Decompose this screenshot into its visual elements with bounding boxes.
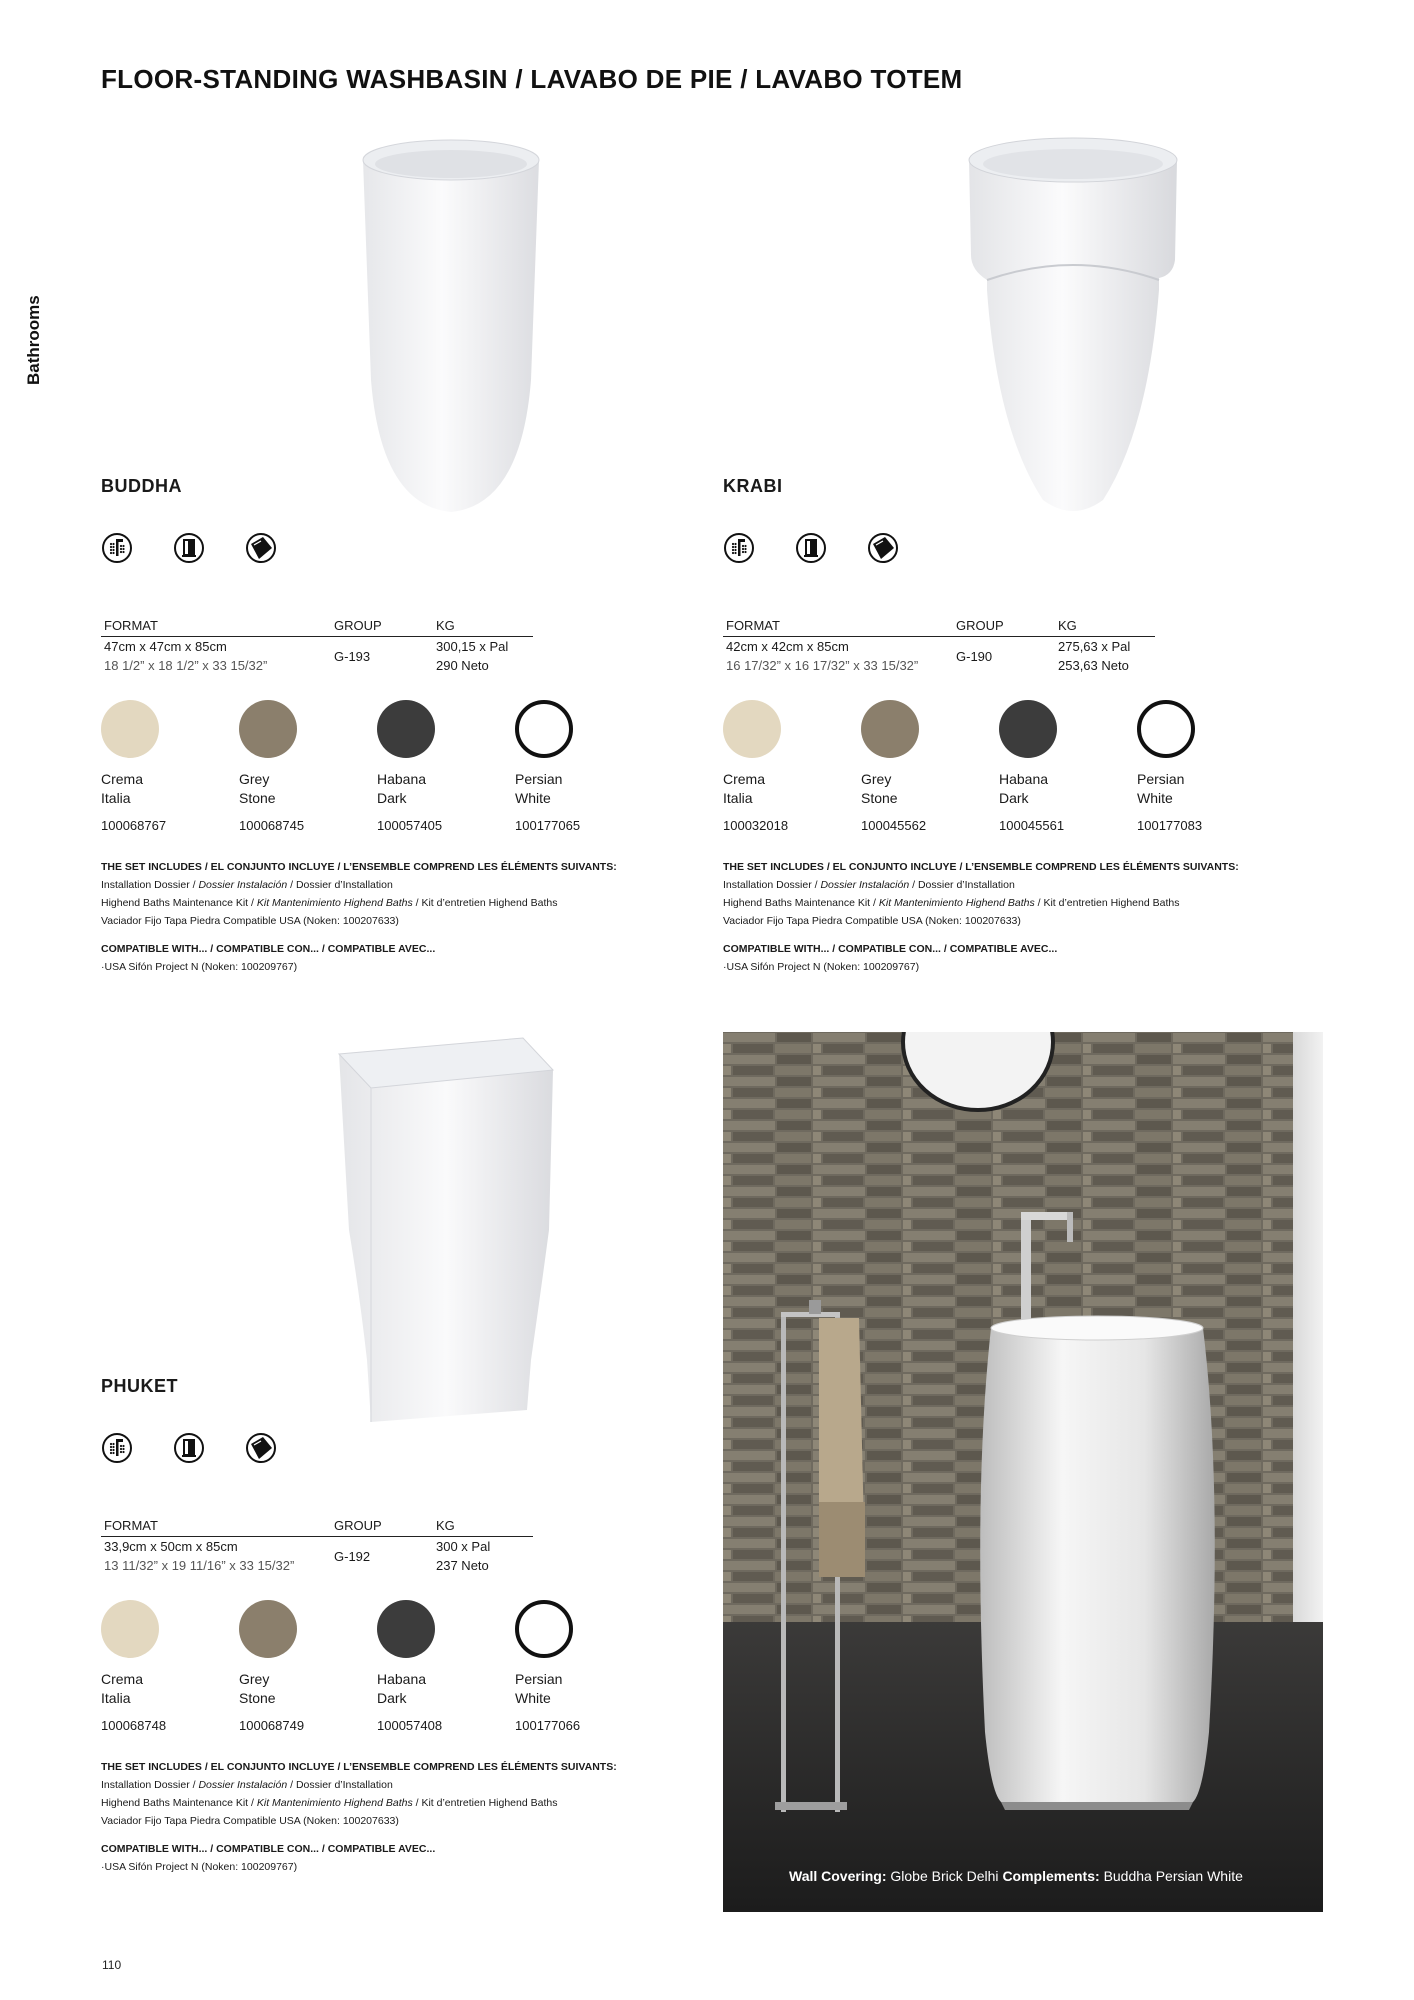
kg-pal: 275,63 x Pal (1058, 639, 1131, 654)
spec-table (101, 616, 533, 677)
set-includes (101, 858, 701, 930)
finish-code: 100177066 (515, 1718, 581, 1733)
compat-title: COMPATIBLE WITH... / COMPATIBLE CON... / COMPATIBLE AVEC... (723, 943, 1058, 955)
finish-code: 100068749 (239, 1718, 305, 1733)
page-number: 110 (102, 1958, 122, 1972)
finish-grey-stone (239, 700, 369, 833)
includes-line-3: Vaciador Fijo Tapa Piedra Compatible USA (Noken: 100207633) (723, 915, 1021, 927)
spec-table (723, 616, 1155, 677)
finish-name-line2: White (515, 790, 551, 806)
finish-name-line2: Dark (377, 790, 407, 806)
format-cm: 47cm x 47cm x 85cm (104, 639, 227, 654)
kg-neto: 290 Neto (436, 658, 489, 673)
feature-icons (101, 532, 277, 564)
floor-standing-icon (795, 532, 827, 564)
product-name: KRABI (723, 476, 783, 496)
finish-name-line1: Grey (239, 771, 270, 787)
floor-standing-icon (173, 1432, 205, 1464)
finish-habana-dark (999, 700, 1129, 833)
finish-grey-stone (239, 1600, 369, 1733)
includes-title: THE SET INCLUDES / EL CONJUNTO INCLUYE / L’ENSEMBLE COMPREND LES ÉLÉMENTS SUIVANTS: (101, 861, 617, 873)
finish-name-line2: Stone (239, 790, 276, 806)
format-header: FORMAT (104, 618, 158, 633)
kg-header: KG (436, 1518, 455, 1533)
compat-title: COMPATIBLE WITH... / COMPATIBLE CON... / COMPATIBLE AVEC... (101, 943, 436, 955)
group-value: G-192 (334, 1549, 371, 1564)
product-buddha (101, 130, 701, 1030)
phuket-washbasin-image (331, 1030, 561, 1425)
finish-name-line1: Crema (101, 771, 144, 787)
caption-complements-value: Buddha Persian White (1103, 1868, 1243, 1884)
format-inches: 13 11/32” x 19 11/16” x 33 15/32” (104, 1558, 295, 1573)
includes-title: THE SET INCLUDES / EL CONJUNTO INCLUYE / L’ENSEMBLE COMPREND LES ÉLÉMENTS SUIVANTS: (101, 1761, 617, 1773)
group-header: GROUP (956, 618, 1004, 633)
caption-complements-label: Complements: (1002, 1868, 1100, 1884)
includes-line-1: Installation Dossier / Dossier Instalación / Dossier d’Installation (101, 879, 393, 891)
finish-habana-dark (377, 1600, 507, 1733)
product-phuket (101, 1030, 701, 1930)
finish-name-line1: Habana (999, 771, 1049, 787)
finish-name-line1: Habana (377, 1671, 427, 1687)
finish-name-line1: Crema (101, 1671, 144, 1687)
includes-line-1: Installation Dossier / Dossier Instalación / Dossier d’Installation (723, 879, 1015, 891)
finish-crema-italia (723, 700, 853, 833)
swatch-grey (861, 700, 919, 758)
finish-name-line1: Crema (723, 771, 766, 787)
format-cm: 33,9cm x 50cm x 85cm (104, 1539, 238, 1554)
finish-name-line2: Dark (377, 1690, 407, 1706)
includes-title: THE SET INCLUDES / EL CONJUNTO INCLUYE / L’ENSEMBLE COMPREND LES ÉLÉMENTS SUIVANTS: (723, 861, 1239, 873)
finish-crema-italia (101, 1600, 231, 1733)
swatch-habana (999, 700, 1057, 758)
finish-name-line2: Italia (101, 790, 131, 806)
finish-code: 100032018 (723, 818, 789, 833)
stone-material-icon (245, 1432, 277, 1464)
includes-line-1: Installation Dossier / Dossier Instalación / Dossier d’Installation (101, 1779, 393, 1791)
floor-standing-icon (173, 532, 205, 564)
feature-icons (723, 532, 899, 564)
swatch-habana (377, 700, 435, 758)
finish-crema-italia (101, 700, 231, 833)
stone-material-icon (867, 532, 899, 564)
compatible-with (723, 940, 1057, 976)
set-includes (101, 1758, 701, 1830)
bath-mixer-icon (101, 1432, 133, 1464)
kg-neto: 237 Neto (436, 1558, 489, 1573)
includes-line-2: Highend Baths Maintenance Kit / Kit Mantenimiento Highend Baths / Kit d’entretien Highend Baths (101, 1797, 558, 1809)
compatible-with (101, 1840, 435, 1876)
finish-code: 100177065 (515, 818, 581, 833)
finish-habana-dark (377, 700, 507, 833)
finish-code: 100068745 (239, 818, 305, 833)
format-cm: 42cm x 42cm x 85cm (726, 639, 849, 654)
bath-mixer-icon (101, 532, 133, 564)
feature-icons (101, 1432, 277, 1464)
format-header: FORMAT (726, 618, 780, 633)
group-value: G-190 (956, 649, 993, 664)
bathroom-scene-illustration (723, 1032, 1323, 1912)
finish-persian-white (1137, 700, 1267, 833)
page-title: FLOOR-STANDING WASHBASIN / LAVABO DE PIE / LAVABO TOTEM (101, 64, 963, 94)
swatch-persian (515, 700, 573, 758)
group-header: GROUP (334, 1518, 382, 1533)
compat-title: COMPATIBLE WITH... / COMPATIBLE CON... / COMPATIBLE AVEC... (101, 1843, 436, 1855)
finish-code: 100045561 (999, 818, 1065, 833)
finish-name-line1: Grey (239, 1671, 270, 1687)
compatible-with (101, 940, 435, 976)
kg-header: KG (436, 618, 455, 633)
swatch-crema (101, 700, 159, 758)
finish-name-line2: Italia (723, 790, 753, 806)
finish-code: 100068748 (101, 1718, 167, 1733)
kg-neto: 253,63 Neto (1058, 658, 1129, 673)
product-krabi (723, 130, 1323, 1030)
kg-header: KG (1058, 618, 1077, 633)
includes-line-3: Vaciador Fijo Tapa Piedra Compatible USA (Noken: 100207633) (101, 915, 399, 927)
includes-line-2: Highend Baths Maintenance Kit / Kit Mantenimiento Highend Baths / Kit d’entretien Highend Baths (723, 897, 1180, 909)
buddha-washbasin-image (351, 130, 551, 520)
finish-name-line1: Grey (861, 771, 892, 787)
group-header: GROUP (334, 618, 382, 633)
product-name: BUDDHA (101, 476, 182, 496)
finish-code: 100057408 (377, 1718, 443, 1733)
finish-name-line1: Persian (515, 771, 563, 787)
finish-name-line1: Persian (1137, 771, 1185, 787)
finish-name-line2: Dark (999, 790, 1029, 806)
swatch-habana (377, 1600, 435, 1658)
finish-name-line2: White (515, 1690, 551, 1706)
side-section-label: Bathrooms (24, 295, 43, 385)
caption-wall-value: Globe Brick Delhi (890, 1868, 999, 1884)
spec-table (101, 1516, 533, 1577)
set-includes (723, 858, 1323, 930)
group-value: G-193 (334, 649, 371, 664)
stone-material-icon (245, 532, 277, 564)
finish-options (101, 1600, 661, 1760)
compat-item: ·USA Sifón Project N (Noken: 100209767) (101, 1861, 298, 1873)
finish-name-line2: Stone (239, 1690, 276, 1706)
finish-persian-white (515, 1600, 645, 1733)
finish-grey-stone (861, 700, 991, 833)
kg-pal: 300 x Pal (436, 1539, 491, 1554)
swatch-persian (1137, 700, 1195, 758)
bath-mixer-icon (723, 532, 755, 564)
finish-name-line1: Habana (377, 771, 427, 787)
compat-item: ·USA Sifón Project N (Noken: 100209767) (101, 961, 298, 973)
ambient-photo (723, 1032, 1323, 1912)
finish-code: 100068767 (101, 818, 167, 833)
finish-persian-white (515, 700, 645, 833)
finish-code: 100045562 (861, 818, 927, 833)
caption-wall-label: Wall Covering: (789, 1868, 887, 1884)
swatch-crema (101, 1600, 159, 1658)
format-inches: 18 1/2” x 18 1/2” x 33 15/32” (104, 658, 268, 673)
photo-caption (789, 1868, 1243, 1884)
swatch-persian (515, 1600, 573, 1658)
format-inches: 16 17/32” x 16 17/32” x 33 15/32” (726, 658, 919, 673)
swatch-grey (239, 700, 297, 758)
compat-item: ·USA Sifón Project N (Noken: 100209767) (723, 961, 920, 973)
includes-line-2: Highend Baths Maintenance Kit / Kit Mantenimiento Highend Baths / Kit d’entretien Highend Baths (101, 897, 558, 909)
finish-options (723, 700, 1283, 860)
finish-code: 100177083 (1137, 818, 1203, 833)
krabi-washbasin-image (963, 130, 1183, 520)
finish-options (101, 700, 661, 860)
finish-code: 100057405 (377, 818, 443, 833)
product-name: PHUKET (101, 1376, 179, 1396)
swatch-grey (239, 1600, 297, 1658)
finish-name-line2: White (1137, 790, 1173, 806)
format-header: FORMAT (104, 1518, 158, 1533)
finish-name-line1: Persian (515, 1671, 563, 1687)
includes-line-3: Vaciador Fijo Tapa Piedra Compatible USA (Noken: 100207633) (101, 1815, 399, 1827)
kg-pal: 300,15 x Pal (436, 639, 509, 654)
swatch-crema (723, 700, 781, 758)
finish-name-line2: Italia (101, 1690, 131, 1706)
finish-name-line2: Stone (861, 790, 898, 806)
